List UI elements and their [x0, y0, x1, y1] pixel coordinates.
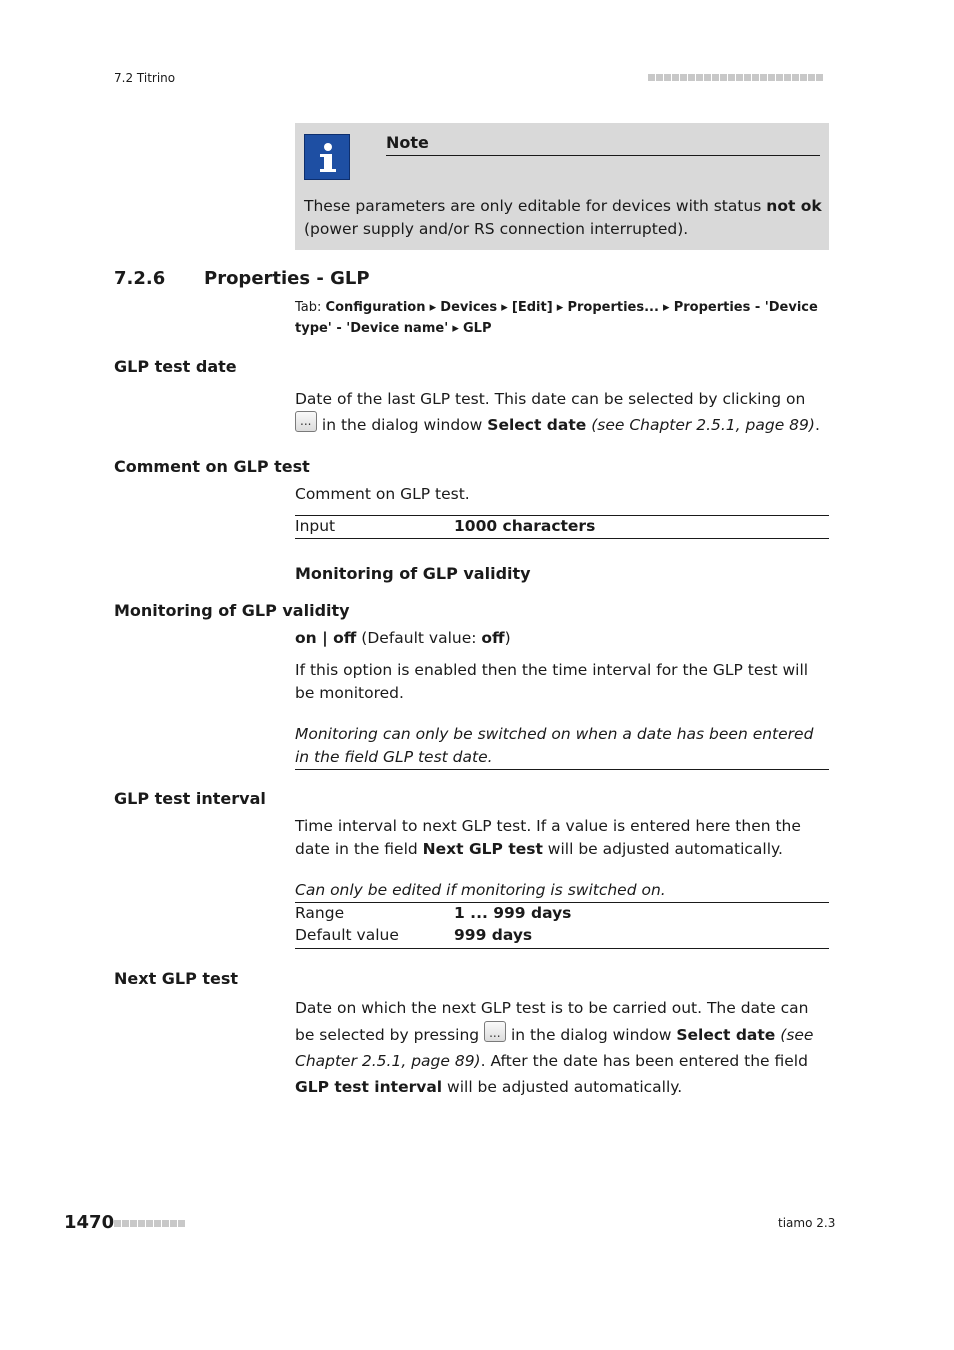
note-title: Note — [386, 133, 429, 152]
header-decoration — [648, 74, 829, 82]
section-title: Properties - GLP — [204, 268, 370, 289]
monitoring-note: Monitoring can only be switched on when a date has been entered in the field GLP test date. — [295, 725, 814, 766]
ellipsis-button-icon — [295, 411, 317, 432]
table-rule — [295, 515, 829, 516]
table-rule — [295, 769, 829, 770]
range-value: 1 ... 999 days — [454, 904, 572, 922]
default-value: 999 days — [454, 926, 533, 944]
monitoring-options: on | off (Default value: off) — [295, 629, 511, 647]
product-name: tiamo 2.3 — [778, 1216, 836, 1230]
note-divider — [386, 155, 820, 156]
note-text: These parameters are only editable for devices with status not ok (power supply and/or RS connection interrupted). — [304, 197, 822, 238]
page-number: 1470 — [64, 1212, 115, 1233]
input-value: 1000 characters — [454, 517, 596, 535]
interval-note: Can only be edited if monitoring is switched on. — [295, 881, 666, 899]
next-glp-heading: Next GLP test — [114, 969, 239, 988]
ellipsis-button-icon — [484, 1021, 506, 1042]
next-glp-text: Date on which the next GLP test is to be carried out. The date can be selected by pressing ... in the dialog window Select date (see Chapter 2.5.1, page 89). After the date has been entered the field GLP test interval will be adjusted automatically. — [295, 995, 829, 1100]
running-header-section: 7.2 Titrino — [114, 71, 176, 85]
table-rule — [295, 948, 829, 949]
glp-test-date-heading: GLP test date — [114, 357, 237, 376]
default-label: Default value — [295, 926, 399, 944]
interval-heading: GLP test interval — [114, 789, 266, 808]
input-label: Input — [295, 517, 336, 535]
table-rule — [295, 538, 829, 539]
table-rule — [295, 902, 829, 903]
monitoring-subheading: Monitoring of GLP validity — [295, 564, 531, 583]
range-label: Range — [295, 904, 345, 922]
interval-text: Time interval to next GLP test. If a value is entered here then the date in the field Next GLP test will be adjusted automatically. — [295, 817, 801, 858]
info-icon — [304, 134, 350, 180]
section-number: 7.2.6 — [114, 268, 166, 289]
glp-test-date-text: Date of the last GLP test. This date can be selected by clicking on ... in the dialog window Select date (see Chapter 2.5.1, page 89). — [295, 388, 829, 437]
monitoring-heading: Monitoring of GLP validity — [114, 601, 350, 620]
comment-heading: Comment on GLP test — [114, 457, 310, 476]
tab-path: Tab: Configuration ▸ Devices ▸ [Edit] ▸ Properties... ▸ Properties - 'Device type' - 'Device name' ▸ GLP — [295, 300, 818, 336]
comment-text: Comment on GLP test. — [295, 485, 470, 503]
footer-decoration — [114, 1220, 185, 1227]
monitoring-text: If this option is enabled then the time interval for the GLP test will be monitored. — [295, 661, 809, 702]
